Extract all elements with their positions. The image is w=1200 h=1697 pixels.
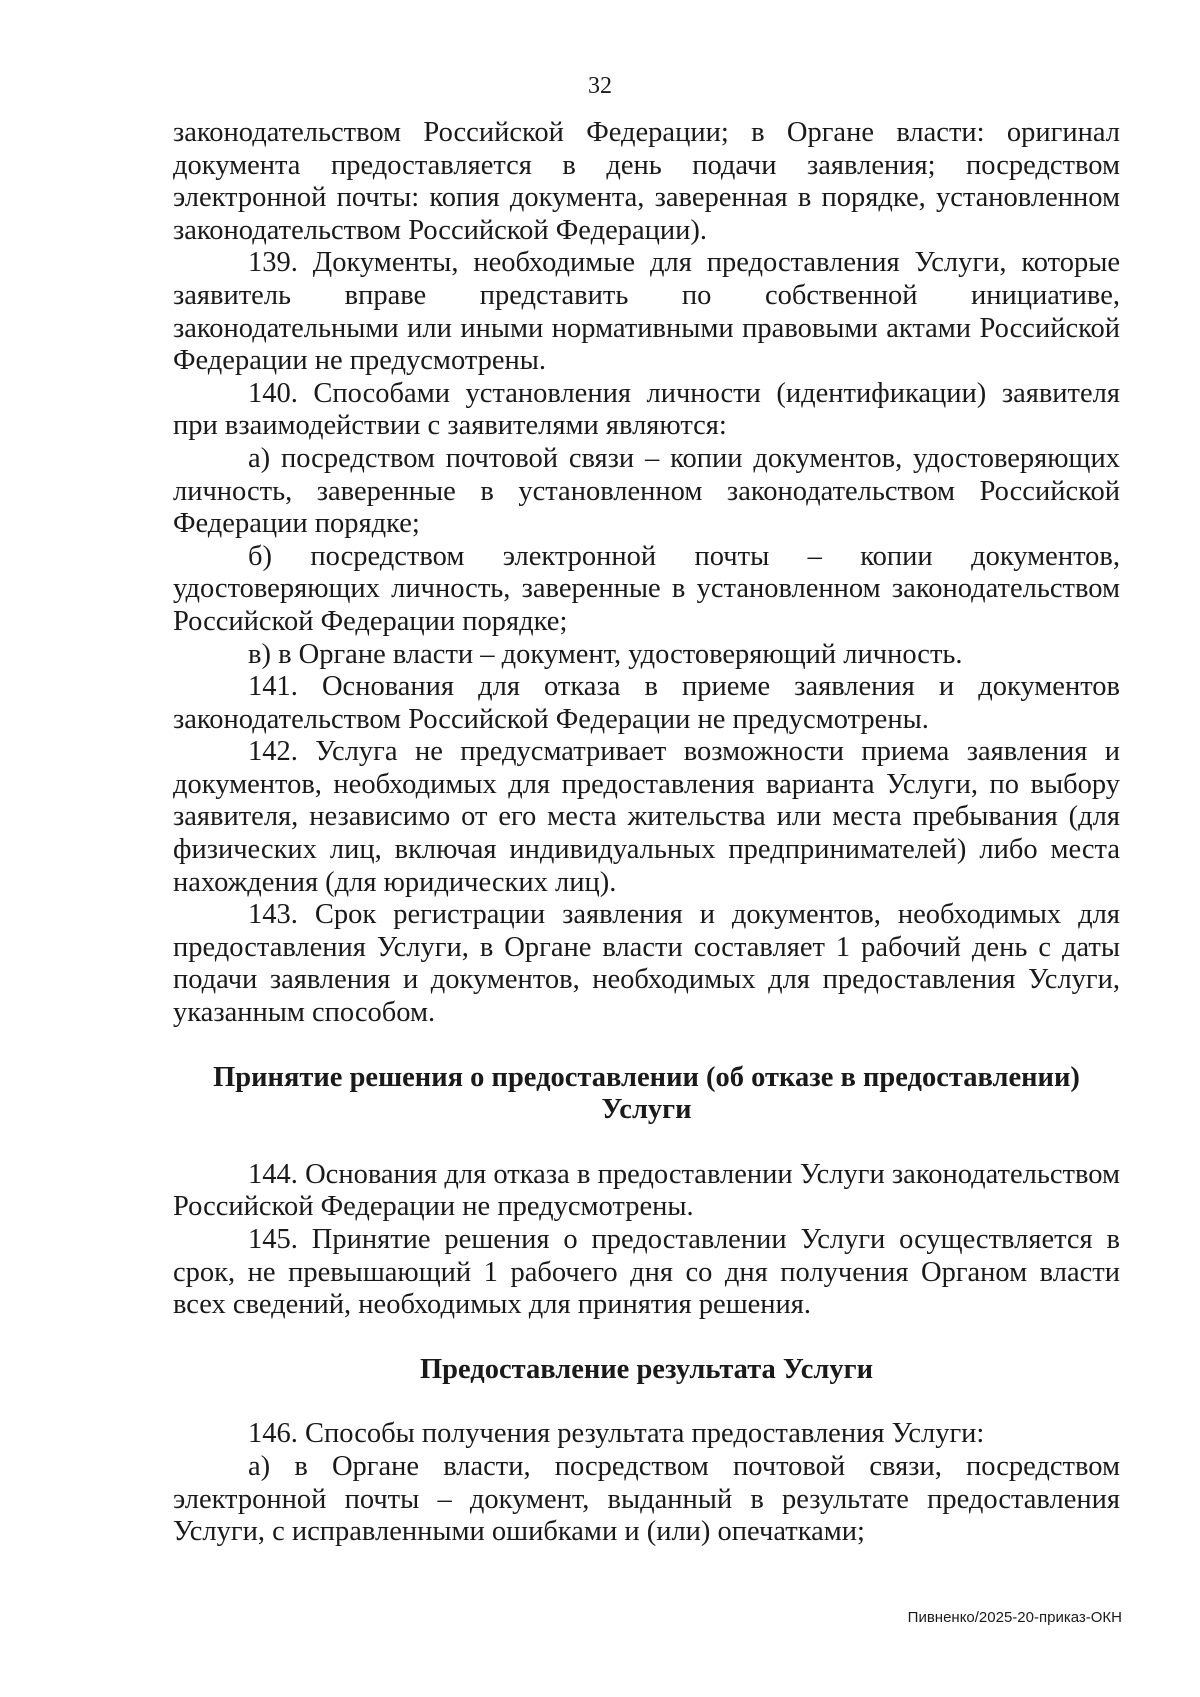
heading-line: Услуги [601,1094,692,1126]
document-footer-code: Пивненко/2025-20-приказ-ОКН [907,1609,1122,1626]
paragraph: законодательством Российской Федерации; в Органе власти: оригинал документа предоставляется в день подачи заявления; посредством электронной почты: копия документа, заверенная в порядке, установленном законодательством Российской Федерации). [173,117,1120,246]
section-heading-result: Предоставление результата Услуги [419,1353,874,1385]
section-heading-decision [173,1062,1120,1127]
paragraph-144: 144. Основания для отказа в предоставлении Услуги законодательством Российской Федерации не предусмотрены. [173,1158,1120,1223]
document-body [173,117,1120,1549]
paragraph-141: 141. Основания для отказа в приеме заявления и документов законодательством Российской Федерации не предусмотрены. [173,671,1120,735]
list-item-b: б) посредством электронной почты – копии документов, удостоверяющих личность, заверенные в установленном законодательством Российской Федерации порядке; [173,540,1120,637]
list-item-a: а) посредством почтовой связи – копии документов, удостоверяющих личность, заверенные в установленном законодательством Российской Федерации порядке; [173,442,1120,540]
section-result [173,1418,1120,1548]
paragraph-140: 140. Способами установления личности (идентификации) заявителя при взаимодействии с заявителями являются: [173,377,1120,442]
paragraph-143: 143. Срок регистрации заявления и документов, необходимых для предоставления Услуги, в Органе власти составляет 1 рабочий день с даты подачи заявления и документов, необходимых для предоставления Услуги, указанным способом. [173,899,1120,1029]
section-decision [173,1159,1120,1322]
list-item-a: а) в Органе власти, посредством почтовой связи, посредством электронной почты – документ, выданный в результате предоставления Услуги, с исправленными ошибками и (или) опечатками; [173,1450,1120,1548]
page-number: 32 [588,73,612,99]
heading-line: Принятие решения о предоставлении (об отказе в предоставлении) [213,1061,1080,1093]
list-item-v: в) в Органе власти – документ, удостоверяющий личность. [248,638,963,670]
paragraph-145: 145. Принятие решения о предоставлении Услуги осуществляется в срок, не превышающий 1 рабочего дня со дня получения Органом власти всех сведений, необходимых для принятия решения. [173,1224,1120,1321]
paragraph-139: 139. Документы, необходимые для предоставления Услуги, которые заявитель вправе представить по собственной инициативе, законодательными или иными нормативными правовыми актами Российской Федерации не предусмотрены. [173,247,1120,377]
paragraph-146: 146. Способы получения результата предоставления Услуги: [248,1418,985,1450]
section-intake [173,117,1120,1030]
paragraph-142: 142. Услуга не предусматривает возможности приема заявления и документов, необходимых для предоставления варианта Услуги, по выбору заявителя, независимо от его места жительства или места пребывания (для физических лиц, включая индивидуальных предпринимателей) либо места нахождения (для юридических лиц). [173,736,1120,898]
